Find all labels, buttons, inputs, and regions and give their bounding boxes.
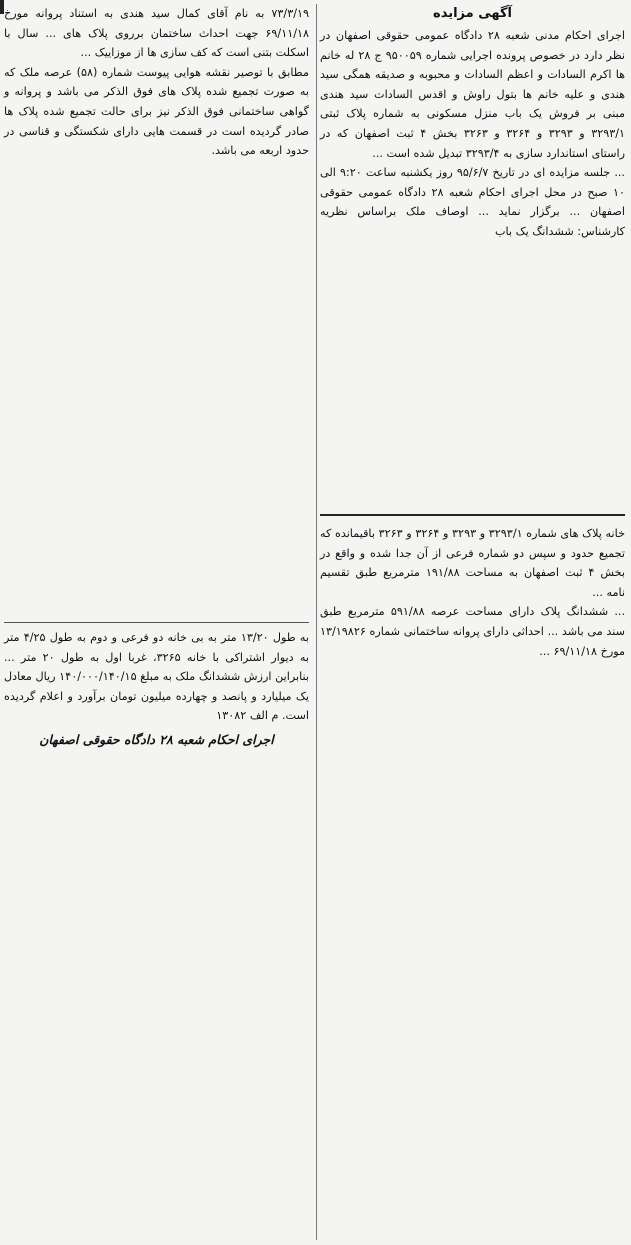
column-divider — [316, 4, 317, 1240]
section-divider — [320, 514, 625, 516]
left-paragraph-2: مطابق با توصیر نقشه هوایی پیوست شماره (۵۸) عرصه ملک که به صورت تجمیع شده پلاک های فوق الذکر می باشد و پروانه و گواهی ساختمانی فوق الذکر نیز برای حالت تجمیع شده پلاک ها صادر گردیده است در قسمت هایی دارای شکستگی و قناسی در حدود اربعه می باشد. — [4, 65, 309, 158]
left-column-lower — [4, 628, 309, 750]
right-column — [320, 4, 625, 242]
right-paragraph-3: خانه پلاک های شماره ۳۲۹۳/۱ و ۳۲۹۳ و ۳۲۶۴ و ۳۲۶۳ باقیمانده که تجمیع حدود و سپس دو شماره فرعی از آن جدا شده و واقع در بخش ۴ ثبت اصفهان به مساحت ۱۹۱/۸۸ مترمربع طبق تقسیم نامه ... — [320, 527, 625, 599]
right-paragraph-1: اجرای احکام مدنی شعبه ۲۸ دادگاه عمومی حقوقی اصفهان در نظر دارد در خصوص پرونده اجرایی شماره ۹۵۰۰۵۹ ج ۲۸ له خانم ها اکرم السادات و اعظم السادات و محبوبه و صدیقه همگی سید هندی و علیه خانم ها بتول راوش و اقدس السادات سید هندی مبنی بر فروش یک باب منزل مسکونی به شماره پلاک ثبتی ۳۲۹۳/۱ و ۳۲۹۳ و ۳۲۶۴ و ۳۲۶۳ بخش ۴ ثبت اصفهان که در راستای استاندارد سازی به ۳۲۹۳/۴ تبدیل شده است ... — [320, 29, 626, 160]
left-paragraph-3: به طول ۱۳/۲۰ متر به بی خانه دو فرعی و دوم به طول ۴/۲۵ متر به دیوار اشتراکی با خانه ۳۲۶۵، غربا اول به طول ۲۰ متر ... بنابراین ارزش ششدانگ ملک به مبلغ ۱۴۰/۰۰۰/۱۴۰/۱۵ ریال معادل یک میلیارد و پانصد و چهارده میلیون تومان برآورد و اعلام گردیده است. م الف ۱۳۰۸۲ — [4, 631, 309, 723]
left-section-divider — [4, 622, 309, 623]
notice-title: آگهی مزایده — [433, 6, 512, 21]
right-column-lower — [320, 524, 625, 661]
right-paragraph-2: ... جلسه مزایده ای در تاریخ ۹۵/۶/۷ روز یکشنبه ساعت ۹:۲۰ الی ۱۰ صبح در محل اجرای احکام شعبه ۲۸ دادگاه عمومی حقوقی اصفهان ... برگزار نماید ... اوصاف ملک براساس نظریه کارشناس: ششدانگ یک باب — [320, 166, 625, 238]
left-paragraph-1: ۷۳/۳/۱۹ به نام آقای کمال سید هندی به استناد پروانه مورخ ۶۹/۱۱/۱۸ جهت احداث ساختمان برروی پلاک های ... سال با اسکلت بتنی است که کف سازی ها از موزاییک ... — [4, 7, 309, 60]
right-paragraph-4: ... ششدانگ پلاک دارای مساحت عرصه ۵۹۱/۸۸ مترمربع طبق سند می باشد ... احداثی دارای پروانه ساختمانی شماره ۱۳/۱۹۸۲۶ مورخ ۶۹/۱۱/۱۸ ... — [320, 605, 625, 658]
notice-signature: اجرای احکام شعبه ۲۸ دادگاه حقوقی اصفهان — [39, 731, 274, 747]
left-column — [4, 4, 309, 161]
